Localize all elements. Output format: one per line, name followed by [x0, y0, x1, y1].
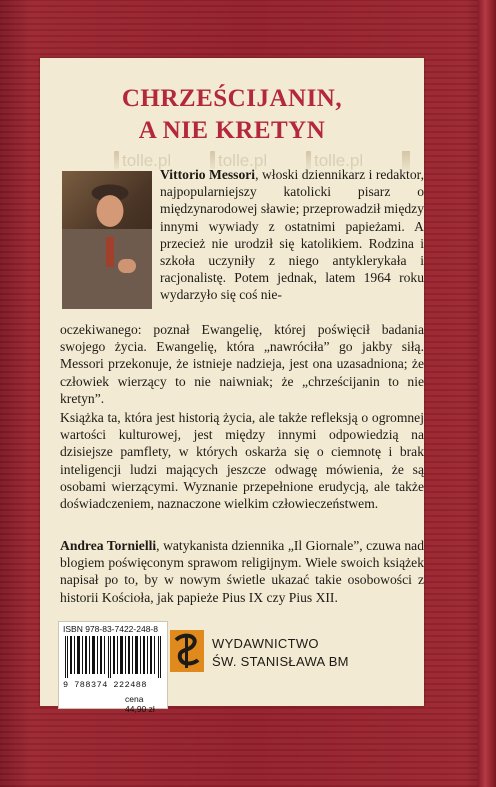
publisher-name-line-1: WYDAWNICTWO: [212, 636, 319, 651]
watermark: tolle.pl: [210, 151, 267, 171]
text-panel: [40, 58, 425, 714]
barcode-label: [58, 621, 168, 714]
author-photo: [62, 171, 152, 309]
barcode-digits: 9 788374 222488: [63, 680, 148, 690]
price-label: cena 44,90 zł: [125, 694, 155, 714]
author-bio-tornielli: Andrea Tornielli, watykanista dziennika „Il Giornale”, czuwa nad blogiem poświęconym sprawom religijnym. Wiele swoich książek napisał po to, by w nowym świetle ukazać takie osobowości z historii Kościoła, jak papieże Pius IX czy Pius XII.: [60, 538, 425, 605]
author-bio-messori-continued: oczekiwanego: poznał Ewangelię, której poświęcił badania swojego życia. Ewangelię, która „nawróciła” go jakby siłą. Messori przekonuje, że istnieje nadzieja, jest ona uzasadniona; że człowiek wierzący to nie naiwniak; że „chrześcijanin to nie kretyn”.: [60, 322, 424, 406]
isbn-number: ISBN 978-83-7422-248-8: [63, 624, 158, 634]
cover-edge: [478, 0, 496, 787]
title-line-2: A NIE KRETYN: [138, 117, 326, 144]
book-description: Książka ta, która jest historią życia, ale także refleksją o ogromnej wartości kulturowej, jest między innymi odpowiedzią na dzisiejsze pamflety, w których oskarża się o ciemnotę i brak inteligencji ludzi mających jeszcze odwagę mówienia, że są osobami wierzącymi. Wyznanie przepełnione erudycją, ale także doświadczeniem, naznaczone wielkim człowieczeństwem.: [60, 410, 424, 512]
author-name-messori: Vittorio Messori: [160, 167, 256, 182]
author-name-tornielli: Andrea Tornielli: [60, 538, 157, 553]
tolle-logo-icon: [114, 151, 119, 169]
watermark: tolle.pl: [114, 151, 171, 171]
watermark: tolle.pl: [306, 151, 363, 171]
barcode-icon: [65, 636, 163, 678]
title-line-1: CHRZEŚCIJANIN,: [121, 85, 343, 112]
publisher-name-line-2: ŚW. STANISŁAWA BM: [212, 654, 349, 669]
publisher-logo-icon: [170, 630, 204, 672]
author-bio-messori: Vittorio Messori, włoski dziennikarz i redaktor, najpopularniejszy katolicki pisarz o międzynarodowej sławie; przeprowadził między innymi wywiady z ostatnimi papieżami. A przecież nie urodził się katolikiem. Rodzina i szkoła uczyniły z niego antyklerykała i racjonalistę. Potem jednak, latem 1964 roku wydarzyło się coś nie-: [160, 167, 424, 303]
